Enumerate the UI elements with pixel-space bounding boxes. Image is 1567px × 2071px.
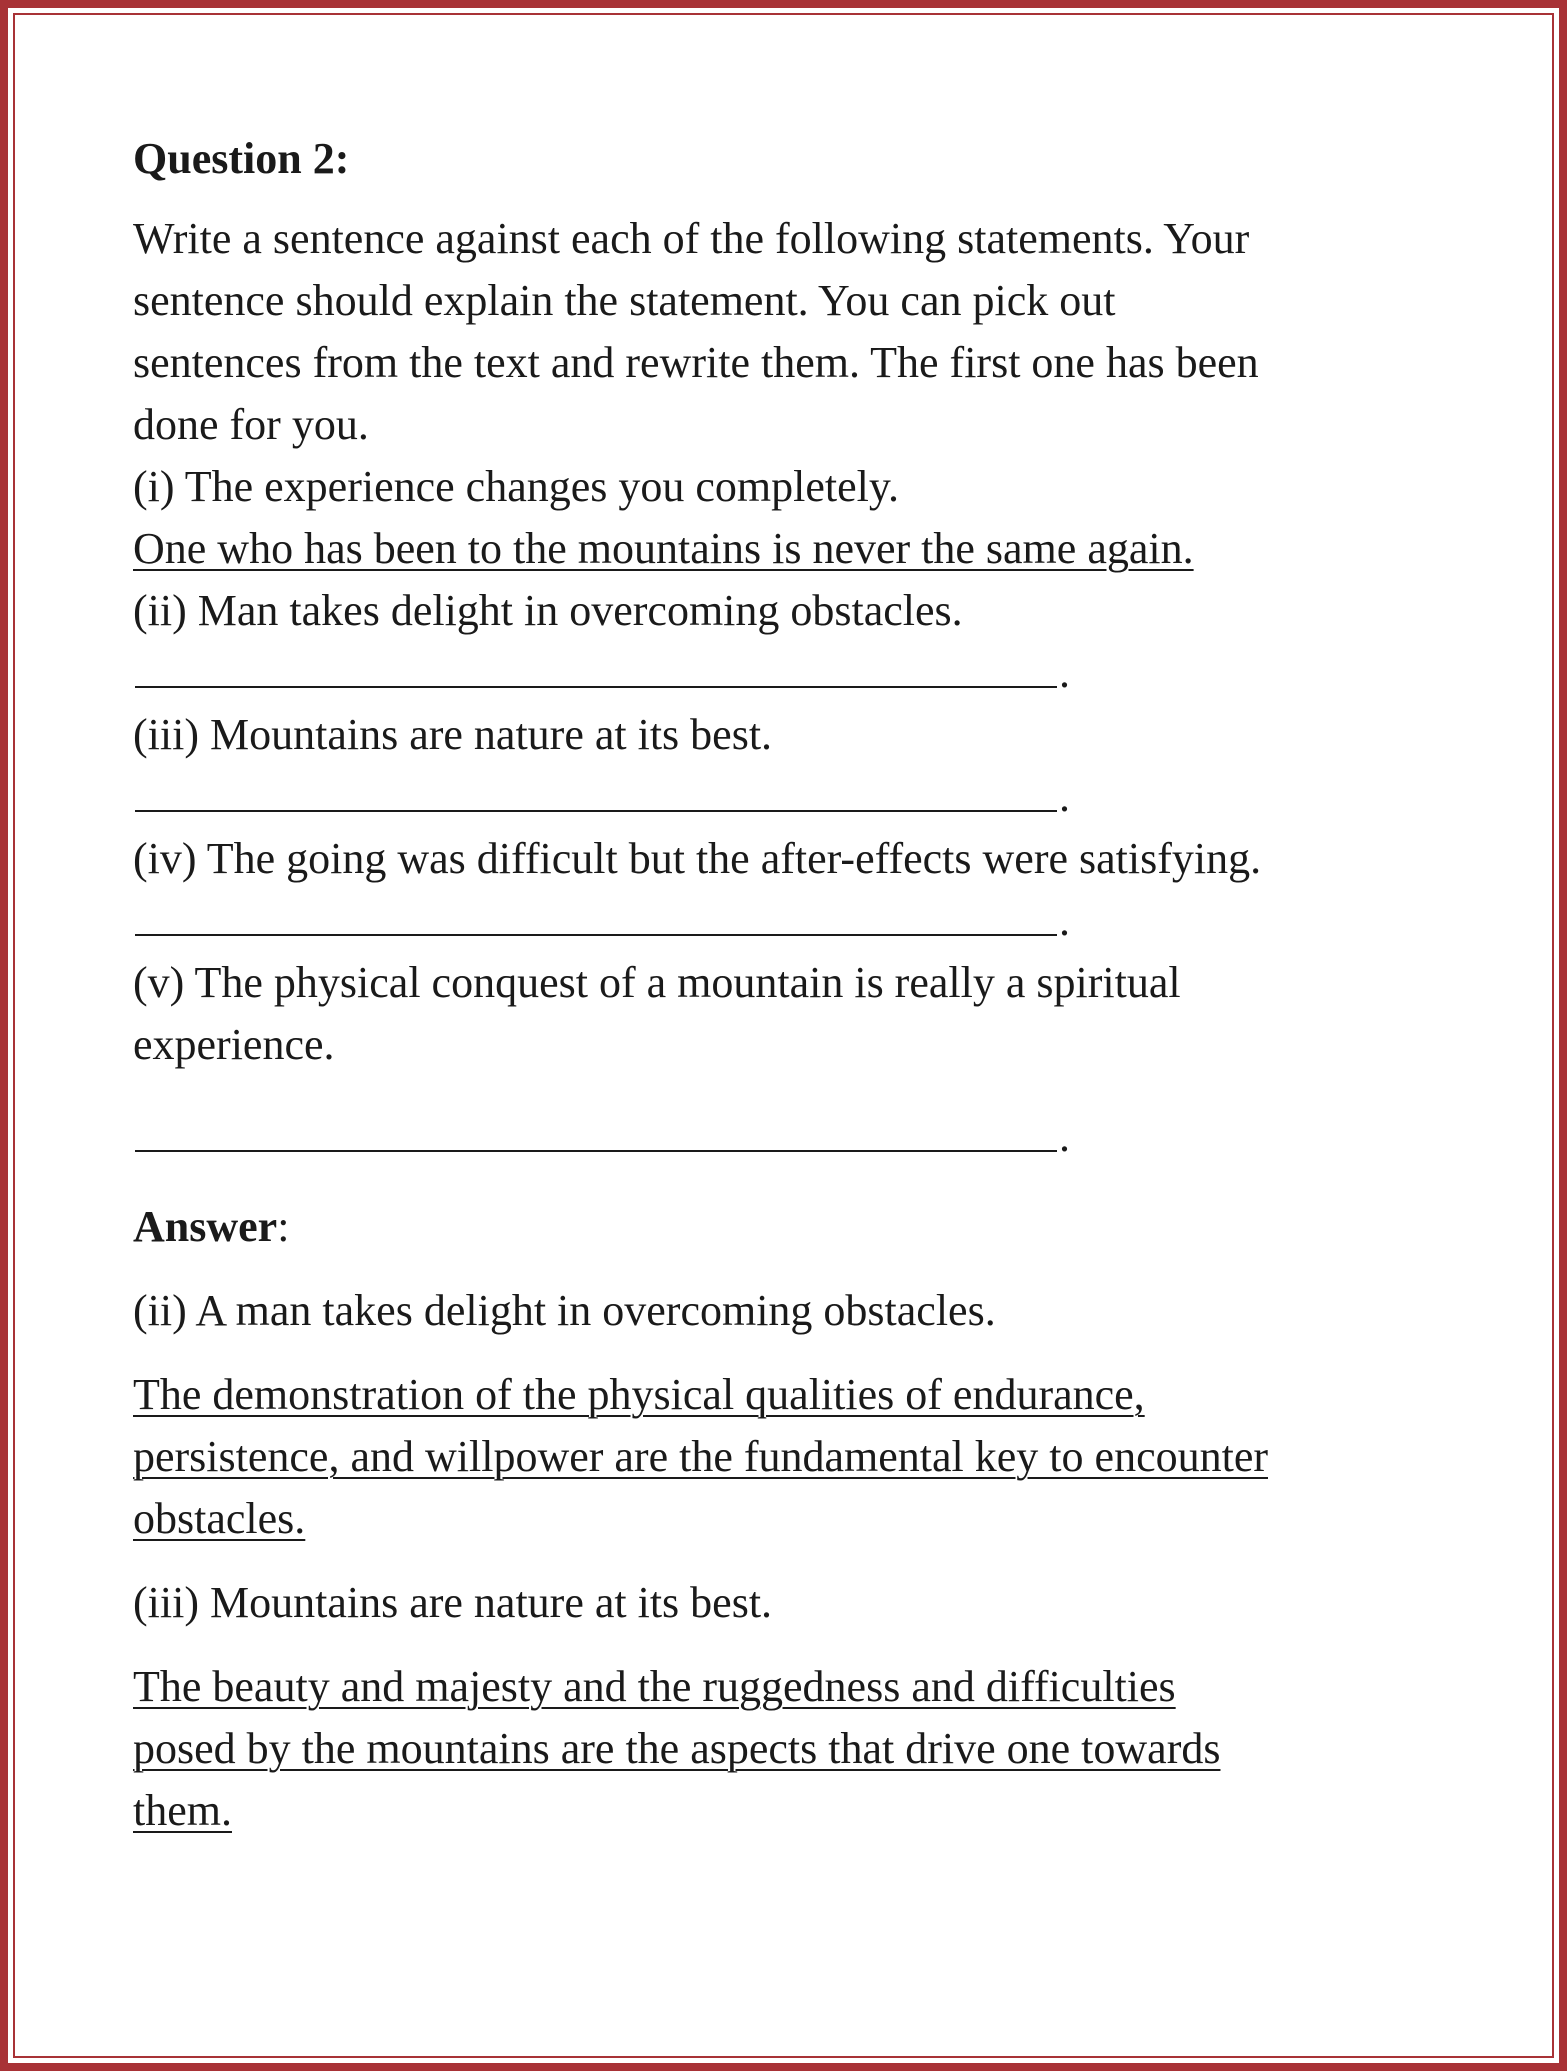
answer-response-ii: [133, 1364, 1463, 1550]
response-line: persistence, and willpower are the fundamental key to encounter: [133, 1432, 1268, 1481]
statement-v-line1: (v) The physical conquest of a mountain is really a spiritual: [133, 958, 1181, 1007]
question-title: Question 2:: [133, 134, 350, 183]
instruction-line: done for you.: [133, 400, 369, 449]
statement-v-line2: experience.: [133, 1020, 335, 1069]
response-line: them.: [133, 1786, 232, 1835]
example-answer-i: One who has been to the mountains is never the same again.: [133, 524, 1194, 573]
blank-period: .: [1059, 648, 1070, 697]
blank-period: .: [1059, 772, 1070, 821]
document-body: [133, 128, 1463, 1864]
statement-iii: (iii) Mountains are nature at its best.: [133, 710, 773, 759]
answer-statement-ii: (ii) A man takes delight in overcoming obstacles.: [133, 1286, 996, 1335]
answer-blank-v: [133, 1076, 1463, 1168]
answer-blank-iv: [133, 890, 1463, 952]
blank-rule: [135, 686, 1057, 688]
instruction-line: sentence should explain the statement. You can pick out: [133, 276, 1116, 325]
answer-blank-ii: [133, 642, 1463, 704]
answer-statement-iii: (iii) Mountains are nature at its best.: [133, 1578, 773, 1627]
answer-label: Answer: [133, 1202, 278, 1251]
blank-rule: [135, 810, 1057, 812]
response-line: The beauty and majesty and the ruggedness and difficulties: [133, 1662, 1176, 1711]
statement-iv: (iv) The going was difficult but the after-effects were satisfying.: [133, 834, 1262, 883]
blank-rule: [135, 934, 1057, 936]
response-line: obstacles.: [133, 1494, 306, 1543]
question-instruction: [133, 208, 1463, 456]
response-line: posed by the mountains are the aspects that drive one towards: [133, 1724, 1221, 1773]
blank-rule: [135, 1150, 1057, 1152]
answer-response-iii: [133, 1656, 1463, 1842]
statement-i: (i) The experience changes you completely.: [133, 462, 900, 511]
blank-period: .: [1059, 896, 1070, 945]
statement-ii: (ii) Man takes delight in overcoming obstacles.: [133, 586, 963, 635]
blank-period: .: [1059, 1112, 1070, 1161]
response-line: The demonstration of the physical qualities of endurance,: [133, 1370, 1145, 1419]
answer-blank-iii: [133, 766, 1463, 828]
answer-heading: [133, 1196, 1463, 1258]
answer-colon: :: [277, 1202, 290, 1251]
instruction-line: sentences from the text and rewrite them. The first one has been: [133, 338, 1259, 387]
instruction-line: Write a sentence against each of the following statements. Your: [133, 214, 1250, 263]
